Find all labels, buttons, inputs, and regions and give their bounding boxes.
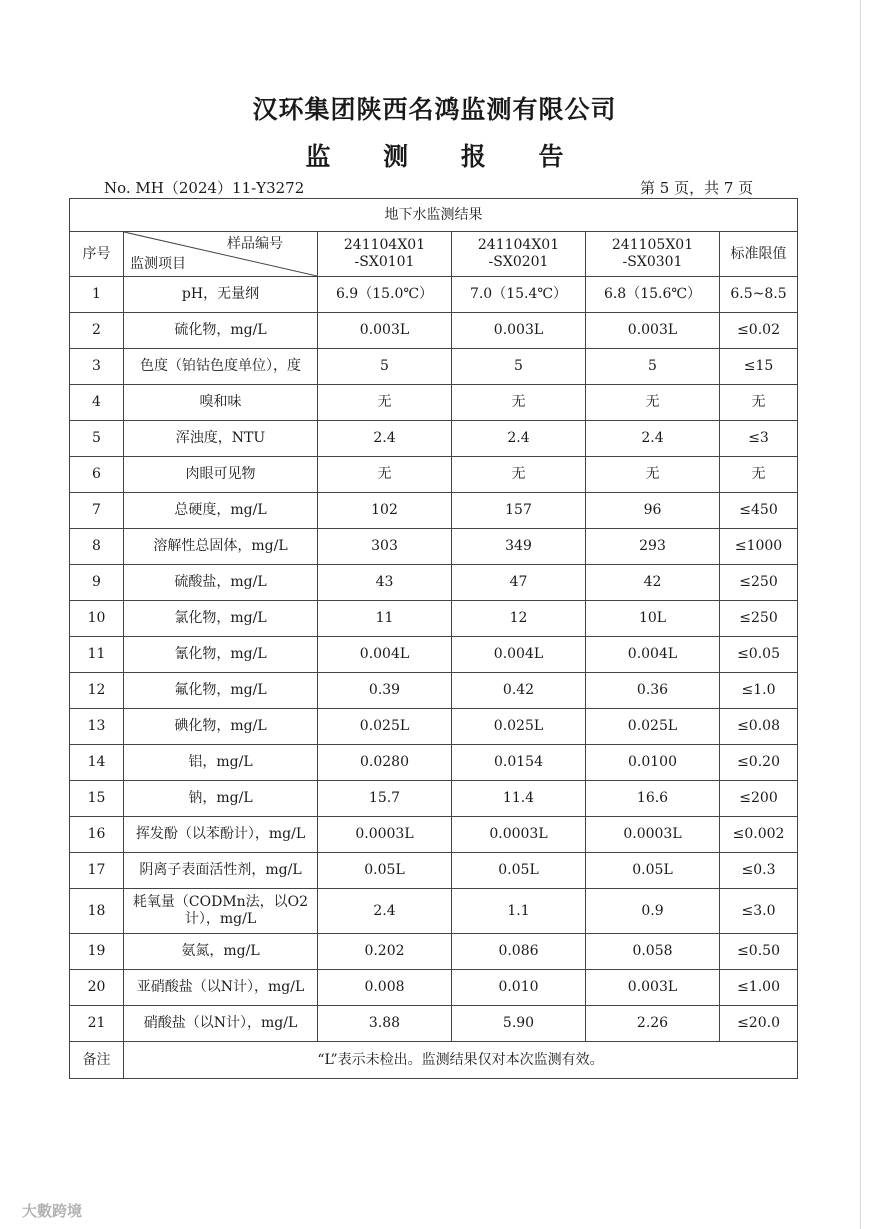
- cell-seq: 13: [70, 709, 124, 745]
- cell-limit: ≤3.0: [720, 889, 798, 934]
- cell-sample-3: 无: [586, 385, 720, 421]
- cell-item: 色度（铂钴色度单位），度: [124, 349, 318, 385]
- cell-item: 耗氧量（CODMn法，以O2计），mg/L: [124, 889, 318, 934]
- cell-sample-1: 2.4: [318, 421, 452, 457]
- header-sample-1: [318, 232, 452, 277]
- cell-sample-2: 0.42: [452, 673, 586, 709]
- cell-item: 铝，mg/L: [124, 745, 318, 781]
- cell-item: 钠，mg/L: [124, 781, 318, 817]
- sample-id-2: 241104X01 -SX0201: [477, 237, 560, 270]
- cell-item: 硝酸盐（以N计），mg/L: [124, 1006, 318, 1042]
- table-row: [70, 934, 798, 970]
- cell-limit: 6.5~8.5: [720, 277, 798, 313]
- cell-limit: 无: [720, 457, 798, 493]
- cell-sample-3: 0.058: [586, 934, 720, 970]
- cell-sample-1: 3.88: [318, 1006, 452, 1042]
- cell-sample-3: 0.003L: [586, 970, 720, 1006]
- cell-sample-1: 0.003L: [318, 313, 452, 349]
- cell-limit: ≤1.0: [720, 673, 798, 709]
- cell-seq: 11: [70, 637, 124, 673]
- remark-row: [70, 1042, 798, 1079]
- table-row: [70, 277, 798, 313]
- cell-sample-3: 无: [586, 457, 720, 493]
- cell-seq: 18: [70, 889, 124, 934]
- cell-sample-2: 0.003L: [452, 313, 586, 349]
- watermark-logo: 大數跨境: [22, 1202, 83, 1220]
- cell-sample-1: 102: [318, 493, 452, 529]
- cell-sample-3: 0.003L: [586, 313, 720, 349]
- cell-item: pH，无量纲: [124, 277, 318, 313]
- cell-seq: 20: [70, 970, 124, 1006]
- cell-sample-1: 11: [318, 601, 452, 637]
- cell-item: 硫化物，mg/L: [124, 313, 318, 349]
- cell-sample-3: 293: [586, 529, 720, 565]
- cell-item: 溶解性总固体，mg/L: [124, 529, 318, 565]
- cell-sample-2: 无: [452, 385, 586, 421]
- cell-sample-3: 6.8（15.6℃）: [586, 277, 720, 313]
- cell-seq: 10: [70, 601, 124, 637]
- cell-seq: 1: [70, 277, 124, 313]
- cell-sample-3: 0.36: [586, 673, 720, 709]
- cell-item: 硫酸盐，mg/L: [124, 565, 318, 601]
- cell-sample-3: 0.004L: [586, 637, 720, 673]
- cell-sample-1: 无: [318, 385, 452, 421]
- cell-sample-1: 5: [318, 349, 452, 385]
- cell-sample-3: 16.6: [586, 781, 720, 817]
- cell-item: 氰化物，mg/L: [124, 637, 318, 673]
- cell-sample-2: 0.0003L: [452, 817, 586, 853]
- report-title: 监 测 报 告: [305, 142, 586, 171]
- cell-sample-3: 5: [586, 349, 720, 385]
- table-row: [70, 889, 798, 934]
- cell-sample-3: 42: [586, 565, 720, 601]
- cell-limit: ≤0.02: [720, 313, 798, 349]
- table-row: [70, 601, 798, 637]
- sample-id-1: 241104X01 -SX0101: [343, 237, 426, 270]
- header-limit: 标准限值: [720, 232, 798, 277]
- cell-item: 挥发酚（以苯酚计），mg/L: [124, 817, 318, 853]
- cell-sample-2: 0.025L: [452, 709, 586, 745]
- cell-sample-3: 2.4: [586, 421, 720, 457]
- table-row: [70, 853, 798, 889]
- cell-limit: ≤250: [720, 601, 798, 637]
- cell-sample-1: 0.202: [318, 934, 452, 970]
- cell-limit: ≤0.3: [720, 853, 798, 889]
- cell-item: 肉眼可见物: [124, 457, 318, 493]
- cell-sample-3: 0.05L: [586, 853, 720, 889]
- page-info: 第 5 页，共 7 页: [640, 179, 754, 197]
- cell-sample-3: 0.0100: [586, 745, 720, 781]
- cell-item: 浑浊度，NTU: [124, 421, 318, 457]
- cell-sample-1: 6.9（15.0℃）: [318, 277, 452, 313]
- cell-limit: ≤250: [720, 565, 798, 601]
- header-seq: 序号: [70, 232, 124, 277]
- cell-sample-2: 7.0（15.4℃）: [452, 277, 586, 313]
- cell-seq: 17: [70, 853, 124, 889]
- section-title: 地下水监测结果: [70, 199, 798, 232]
- cell-sample-2: 349: [452, 529, 586, 565]
- cell-sample-1: 15.7: [318, 781, 452, 817]
- cell-sample-1: 0.05L: [318, 853, 452, 889]
- cell-sample-2: 无: [452, 457, 586, 493]
- table-row: [70, 529, 798, 565]
- header-row: [70, 232, 798, 277]
- table-row: [70, 817, 798, 853]
- cell-sample-3: 10L: [586, 601, 720, 637]
- cell-item: 氨氮，mg/L: [124, 934, 318, 970]
- cell-seq: 12: [70, 673, 124, 709]
- cell-seq: 8: [70, 529, 124, 565]
- cell-seq: 2: [70, 313, 124, 349]
- table-row: [70, 673, 798, 709]
- cell-sample-2: 157: [452, 493, 586, 529]
- table-row: [70, 709, 798, 745]
- table-row: [70, 313, 798, 349]
- cell-seq: 14: [70, 745, 124, 781]
- cell-sample-1: 0.008: [318, 970, 452, 1006]
- cell-limit: ≤0.20: [720, 745, 798, 781]
- cell-seq: 5: [70, 421, 124, 457]
- cell-sample-2: 0.086: [452, 934, 586, 970]
- header-item: 监测项目: [130, 256, 186, 273]
- cell-sample-3: 96: [586, 493, 720, 529]
- section-title-row: [70, 199, 798, 232]
- cell-item: 氟化物，mg/L: [124, 673, 318, 709]
- table-row: [70, 970, 798, 1006]
- table-row: [70, 421, 798, 457]
- sample-id-3: 241105X01 -SX0301: [611, 237, 694, 270]
- cell-seq: 19: [70, 934, 124, 970]
- cell-limit: ≤450: [720, 493, 798, 529]
- cell-sample-2: 5: [452, 349, 586, 385]
- table-row: [70, 637, 798, 673]
- table-row: [70, 385, 798, 421]
- header-sample-2: [452, 232, 586, 277]
- cell-sample-1: 0.39: [318, 673, 452, 709]
- company-name: 汉环集团陕西名鸿监测有限公司: [252, 95, 617, 124]
- cell-limit: 无: [720, 385, 798, 421]
- cell-sample-2: 47: [452, 565, 586, 601]
- table-row: [70, 745, 798, 781]
- cell-item: 嗅和味: [124, 385, 318, 421]
- cell-limit: ≤0.50: [720, 934, 798, 970]
- cell-item: 总硬度，mg/L: [124, 493, 318, 529]
- cell-sample-1: 303: [318, 529, 452, 565]
- cell-sample-2: 0.004L: [452, 637, 586, 673]
- cell-sample-2: 11.4: [452, 781, 586, 817]
- table-row: [70, 565, 798, 601]
- cell-seq: 3: [70, 349, 124, 385]
- cell-sample-1: 0.0280: [318, 745, 452, 781]
- cell-sample-1: 0.025L: [318, 709, 452, 745]
- cell-item: 碘化物，mg/L: [124, 709, 318, 745]
- cell-seq: 9: [70, 565, 124, 601]
- cell-sample-2: 1.1: [452, 889, 586, 934]
- cell-seq: 15: [70, 781, 124, 817]
- cell-limit: ≤1000: [720, 529, 798, 565]
- table-row: [70, 781, 798, 817]
- cell-limit: ≤20.0: [720, 1006, 798, 1042]
- cell-item: 氯化物，mg/L: [124, 601, 318, 637]
- cell-sample-2: 2.4: [452, 421, 586, 457]
- cell-sample-2: 5.90: [452, 1006, 586, 1042]
- cell-sample-1: 43: [318, 565, 452, 601]
- cell-sample-3: 2.26: [586, 1006, 720, 1042]
- cell-seq: 7: [70, 493, 124, 529]
- header-diagonal-cell: [124, 232, 318, 277]
- cell-limit: ≤1.00: [720, 970, 798, 1006]
- cell-seq: 16: [70, 817, 124, 853]
- cell-sample-2: 12: [452, 601, 586, 637]
- cell-limit: ≤200: [720, 781, 798, 817]
- cell-sample-2: 0.05L: [452, 853, 586, 889]
- cell-item: 阴离子表面活性剂，mg/L: [124, 853, 318, 889]
- cell-limit: ≤15: [720, 349, 798, 385]
- cell-seq: 6: [70, 457, 124, 493]
- cell-sample-2: 0.0154: [452, 745, 586, 781]
- cell-sample-1: 0.0003L: [318, 817, 452, 853]
- remark-text: “L”表示未检出。监测结果仅对本次监测有效。: [124, 1042, 798, 1079]
- cell-sample-1: 无: [318, 457, 452, 493]
- cell-sample-3: 0.9: [586, 889, 720, 934]
- cell-seq: 21: [70, 1006, 124, 1042]
- cell-sample-1: 0.004L: [318, 637, 452, 673]
- table-row: [70, 457, 798, 493]
- table-row: [70, 1006, 798, 1042]
- cell-sample-3: 0.0003L: [586, 817, 720, 853]
- results-table: [69, 198, 798, 1079]
- cell-limit: ≤0.05: [720, 637, 798, 673]
- cell-limit: ≤0.002: [720, 817, 798, 853]
- table-row: [70, 493, 798, 529]
- table-row: [70, 349, 798, 385]
- scan-edge-line: [860, 0, 861, 1229]
- cell-sample-1: 2.4: [318, 889, 452, 934]
- cell-sample-2: 0.010: [452, 970, 586, 1006]
- cell-limit: ≤3: [720, 421, 798, 457]
- cell-sample-3: 0.025L: [586, 709, 720, 745]
- header-sample-3: [586, 232, 720, 277]
- header-sample: 样品编号: [227, 236, 283, 252]
- remark-label: 备注: [70, 1042, 124, 1079]
- cell-limit: ≤0.08: [720, 709, 798, 745]
- cell-item: 亚硝酸盐（以N计），mg/L: [124, 970, 318, 1006]
- report-number: No. MH（2024）11-Y3272: [104, 179, 305, 197]
- cell-seq: 4: [70, 385, 124, 421]
